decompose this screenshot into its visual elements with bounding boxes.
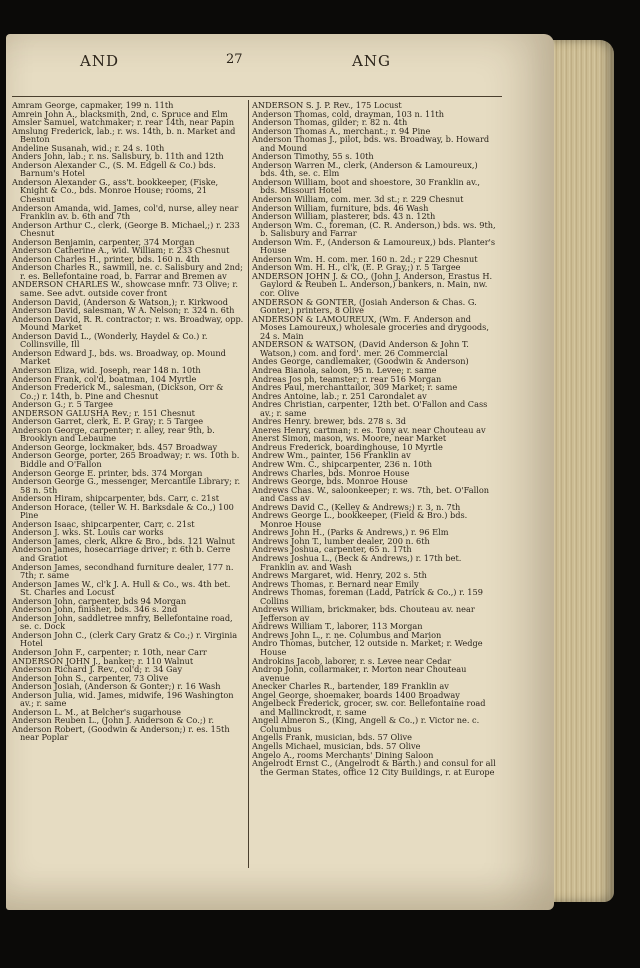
directory-entry: Anderson Julia, wid. James, midwife, 196 Washington av.; r. same [12, 689, 234, 709]
directory-entry: Andrews John H., (Parks & Andrews,) r. 96 Elm [252, 527, 449, 538]
directory-entry: Anderson Thomas, gilder; r. 82 n. 4th [252, 117, 408, 128]
directory-entry: Anderson Wm. H. H., cl'k, (E. P. Gray,;) r. 5 Targee [252, 262, 461, 273]
directory-entry: Anderson Wm. H. com. mer. 160 n. 2d.; r 229 Chesnut [252, 253, 478, 264]
directory-entry: Andrew Wm., painter, 156 Franklin av [252, 450, 411, 461]
directory-entry: Anderson William, boot and shoestore, 30 Franklin av., bds. Missouri Hotel [252, 176, 480, 196]
directory-entry: Andrews Margaret, wid. Henry, 202 s. 5th [252, 570, 427, 581]
directory-entry: Andrew Wm. C., shipcarpenter, 236 n. 10th [252, 458, 433, 469]
directory-entry: Amsler Samuel, watchmaker; r. rear 14th, near Papin [12, 117, 235, 128]
directory-entry: Angells Michael, musician, bds. 57 Olive [252, 741, 421, 752]
right-column [252, 101, 496, 871]
directory-entry: Anderson George, porter, 265 Broadway; r. ws. 10th b. Biddle and O'Fallon [12, 450, 240, 469]
directory-entry: Andres Paul, merchanttailor, 309 Market; r. same [252, 382, 458, 393]
directory-entry: Anderson Timothy, 55 s. 10th [252, 151, 374, 162]
directory-entry: Amrein John A., blacksmith, 2nd, c. Spruce and Elm [12, 108, 228, 119]
header-left-guideword: AND [80, 52, 119, 70]
directory-entry: Anderson James, clerk, Alkre & Bro., bds. 121 Walnut [12, 535, 235, 546]
header-rule [12, 96, 502, 97]
directory-entry: Anderson Isaac, shipcarpenter, Carr, c. 21st [12, 518, 195, 529]
directory-entry: Anderson Frederick M., salesman, (Dickson, Orr & Co.;) r. 14th, b. Pine and Chesnut [12, 382, 224, 401]
directory-entry: Aneres Henry, cartman; r. es. Tony av. near Chouteau av [252, 424, 486, 435]
directory-entry: Andrews Thomas, r. Bernard near Emily [252, 578, 419, 589]
directory-entry: Anderson John, carpenter, bds 94 Morgan [12, 595, 187, 606]
directory-entry: Anderson George, carpenter; r. alley, rear 9th, b. Brooklyn and Lebaume [12, 424, 215, 444]
directory-entry: ANDERSON & LAMOUREUX, (Wm. F. Anderson and Moses Lamoureux,) wholesale groceries and drygoods, 24 s. Main [252, 313, 489, 341]
directory-entry: ANDERSON & GONTER, (Josiah Anderson & Chas. G. Gonter,) printers, 8 Olive [252, 296, 477, 316]
directory-entry: Androp John, collarmaker, r. Morton near Chouteau avenue [252, 664, 467, 683]
directory-entry: Andres Antoine, lab.; r. 251 Carondalet av [252, 390, 427, 401]
directory-entry: ANDERSON GALUSHA Rev.; r. 151 Chesnut [12, 407, 195, 418]
directory-entry: Anderson William, furniture, bds. 46 Wash [252, 202, 429, 213]
page-number: 27 [226, 52, 243, 67]
directory-entry: Anderson Benjamin, carpenter, 374 Morgan [12, 236, 195, 247]
directory-entry: Andrews John L., r. ne. Columbus and Marion [252, 629, 442, 640]
directory-entry: ANDERSON S. J. P. Rev., 175 Locust [252, 101, 402, 110]
left-column [12, 101, 244, 871]
directory-entry: Andrews Joshua, carpenter, 65 n. 17th [252, 544, 412, 555]
directory-entry: Angelbeck Frederick, grocer, sw. cor. Bellefontaine road and Mallinckrodt, r. same [252, 698, 486, 717]
directory-entry: Anderson J. wks. St. Louis car works [12, 527, 164, 538]
directory-entry: Andreus Frederick, boardinghouse, 10 Myrtle [252, 441, 443, 452]
book-page-edges [548, 40, 614, 902]
directory-entry: Anderson John F., carpenter; r. 10th, near Carr [12, 647, 207, 657]
directory-entry: Angel George, shoemaker, boards 1400 Broadway [252, 689, 460, 700]
directory-entry: Anderson Thomas, cold, drayman, 103 n. 11th [252, 108, 444, 119]
directory-entry: Anderson John C., (clerk Cary Gratz & Co.;) r. Virginia Hotel [12, 629, 238, 649]
directory-entry: Anderson James W., cl'k J. A. Hull & Co., ws. 4th bet. St. Charles and Locust [12, 578, 231, 598]
directory-entry: Anders John, lab.; r. ns. Salisbury, b. 11th and 12th [12, 151, 224, 162]
directory-entry: Anderson Charles R., sawmill, ne. c. Salisbury and 2nd; r. es. Bellefontaine road, b. Farrar and Bremen av [12, 262, 243, 281]
directory-entry: Andrews Joshua L., (Beck & Andrews,) r. 17th bet. Franklin av. and Wash [252, 552, 462, 572]
directory-entry: Anderson George, lockmaker, bds. 457 Broadway [12, 441, 218, 452]
directory-entry: Andes George, candlemaker, (Goodwin & Anderson) [252, 356, 469, 367]
directory-entry: Andrews William, brickmaker, bds. Chouteau av. near Jefferson av [252, 604, 475, 623]
directory-entry: Anderson John S., carpenter, 73 Olive [12, 672, 169, 683]
directory-entry: Amram George, capmaker, 199 n. 11th [12, 101, 174, 110]
directory-entry: Anderson George E. printer, bds. 374 Morgan [12, 467, 203, 478]
directory-entry: Anderson Catherine A., wid. William; r. 233 Chesnut [12, 245, 230, 256]
directory-entry: Andrews George, bds. Monroe House [252, 476, 408, 487]
directory-entry: ANDERSON & WATSON, (David Anderson & John T. Watson,) com. and ford'. mer. 26 Commercial [252, 339, 469, 358]
directory-entry: Andeline Susanah, wid.; r. 24 s. 10th [12, 142, 165, 153]
directory-entry: Anderson Frank, col'd, boatman, 104 Myrtle [12, 373, 197, 384]
directory-entry: Anderson David, salesman, W A. Nelson; r. 324 n. 6th [12, 305, 235, 316]
directory-entry: Amslung Frederick, lab.; r. ws. 14th, b. n. Market and Benton [12, 125, 236, 145]
directory-entry: Anderson George G., messenger, Mercantile Library; r. 58 n. 5th [12, 476, 241, 495]
directory-entry: Anderson Charles H., printer, bds. 160 n. 4th [12, 253, 200, 264]
directory-entry: Anderson Alexander C., (S. M. Edgell & Co.) bds. Barnum's Hotel [12, 159, 216, 179]
directory-entry: Anderson Wm. C., foreman, (C. R. Anderson,) bds. ws. 9th, b. Salisbury and Farrar [252, 219, 496, 239]
directory-entry: Andres Henry. brewer, bds. 278 s. 3d [252, 416, 406, 427]
directory-entry: Anderson John, saddletree mnfry, Bellefontaine road, se. c. Dock [12, 612, 233, 632]
directory-entry: Andreas Jos ph, teamster; r. rear 516 Morgan [252, 373, 442, 384]
directory-entry: Anderson William, plasterer, bds. 43 n. 12th [252, 211, 436, 222]
directory-entry: Anderson Warren M., clerk, (Anderson & Lamoureux,) bds. 4th, se. c. Elm [252, 159, 478, 179]
page-header [0, 52, 640, 72]
directory-entry: Androkins Jacob, laborer, r. s. Levee near Cedar [252, 655, 452, 666]
directory-entry: Andres Christian, carpenter, 12th bet. O'Fallon and Cass av.; r. same [252, 399, 488, 418]
directory-entry: Anerst Simon, mason, ws. Moore, near Market [252, 433, 447, 444]
directory-entry: Anderson David, (Anderson & Watson,); r. Kirkwood [12, 296, 228, 307]
directory-entry: Anecker Charles R., bartender, 189 Franklin av [252, 681, 449, 692]
column-divider [248, 100, 249, 868]
directory-entry: Angelrodt Ernst C., (Angelrodt & Barth.) and consul for all the German States, office 12 City Buildings, r. at Europe [252, 758, 496, 777]
directory-entry: Andrews David C., (Kelley & Andrews;) r. 3, n. 7th [252, 501, 461, 512]
directory-entry: Andrea Bianola, saloon, 95 n. Levee; r. same [252, 364, 437, 375]
directory-entry: Anderson Wm. F., (Anderson & Lamoureux,) bds. Planter's House [252, 236, 496, 256]
directory-entry: Anderson Richard J. Rev., col'd; r. 34 Gay [12, 664, 183, 675]
directory-entry: Anderson James, secondhand furniture dealer, 177 n. 7th; r. same [12, 561, 234, 581]
directory-entry: Anderson Thomas A., merchant.; r. 94 Pine [252, 125, 431, 136]
directory-entry: Anderson Amanda, wid. James, col'd, nurse, alley near Franklin av. b. 6th and 7th [12, 202, 239, 222]
directory-entry: Angell Almeron S., (King, Angell & Co.,) r. Victor ne. c. Columbus [252, 715, 480, 734]
header-right-guideword: ANG [352, 52, 391, 70]
directory-entry: Anderson William, com. mer. 3d st.; r. 229 Chesnut [252, 194, 464, 205]
directory-entry: Anderson Horace, (teller W. H. Barksdale & Co.,) 100 Pine [12, 501, 234, 521]
directory-entry: Andrews Thomas, foreman (Ladd, Patrick & Co.,) r. 159 Collins [252, 587, 483, 606]
directory-entry: Angells Frank, musician, bds. 57 Olive [252, 732, 412, 743]
directory-entry: Anderson James, hosecarriage driver; r. 6th b. Cerre and Gratiot [12, 544, 231, 563]
directory-entry: Andrews Chas. W., saloonkeeper; r. ws. 7th, bet. O'Fallon and Cass av [252, 484, 490, 504]
directory-entry: Anderson Garret, clerk, E. P. Gray; r. 5 Targee [12, 416, 204, 427]
directory-entry: Andrews John T., lumber dealer, 200 n. 6th [252, 535, 430, 546]
directory-entry: Anderson David L., (Wonderly, Haydel & Co.) r. Collinsville, Ill [12, 330, 208, 350]
directory-entry: ANDERSON CHARLES W., showcase mnfr. 73 Olive; r. same. See advt. outside cover front [12, 279, 238, 299]
directory-entry: Anderson David, R. R. contractor; r. ws. Broadway, opp. Mound Market [12, 313, 244, 333]
directory-entry: Angelo A., rooms Merchants' Dining Saloon [252, 749, 434, 760]
directory-entry: ANDERSON JOHN J. & CO., (John J. Anderson, Erastus H. Gaylord & Reuben L. Anderson,) bankers, n. Main, nw. cor. Olive [252, 270, 493, 299]
directory-entry: Anderson Hiram, shipcarpenter, bds. Carr, c. 21st [12, 493, 220, 504]
directory-entry: Anderson Eliza, wid. Joseph, rear 148 n. 10th [12, 364, 201, 375]
directory-entry: ANDERSON JOHN J., banker; r. 110 Walnut [12, 655, 194, 666]
directory-entry: Anderson G.; r. 5 Targee [12, 399, 113, 410]
directory-entry: Anderson Edward J., bds. ws. Broadway, op. Mound Market [12, 347, 226, 367]
directory-entry: Andrews William T., laborer, 113 Morgan [252, 621, 423, 632]
directory-entry: Anderson Thomas J., pilot, bds. ws. Broadway, b. Howard and Mound [252, 134, 490, 153]
directory-entry: Anderson Arthur C., clerk, (George B. Michael,;) r. 233 Chesnut [12, 219, 240, 239]
directory-entry: Anderson Alexander G., ass't. bookkeeper, (Fiske, Knight & Co., bds. Monroe House; rooms, 21 Chesnut [12, 176, 219, 205]
directory-entry: Anderson L. M., at Belcher's sugarhouse [12, 706, 181, 717]
directory-entry: Anderson Robert, (Goodwin & Anderson;) r. es. 15th near Poplar [12, 723, 230, 743]
directory-entry: Andrews Charles, bds. Monroe House [252, 467, 410, 478]
directory-entry: Anderson Reuben L., (John J. Anderson & Co.;) r. [12, 715, 214, 726]
directory-entry: Andrews George L., bookkeeper, (Field & Bro.) bds. Monroe House [252, 510, 468, 529]
directory-entry: Anderson Josiah, (Anderson & Gonter;) r. 16 Wash [12, 681, 221, 692]
directory-entry: Andro Thomas, butcher, 12 outside n. Market; r. Wedge House [252, 638, 483, 657]
directory-entry: Anderson John, finisher, bds. 346 s. 2nd [12, 604, 178, 615]
